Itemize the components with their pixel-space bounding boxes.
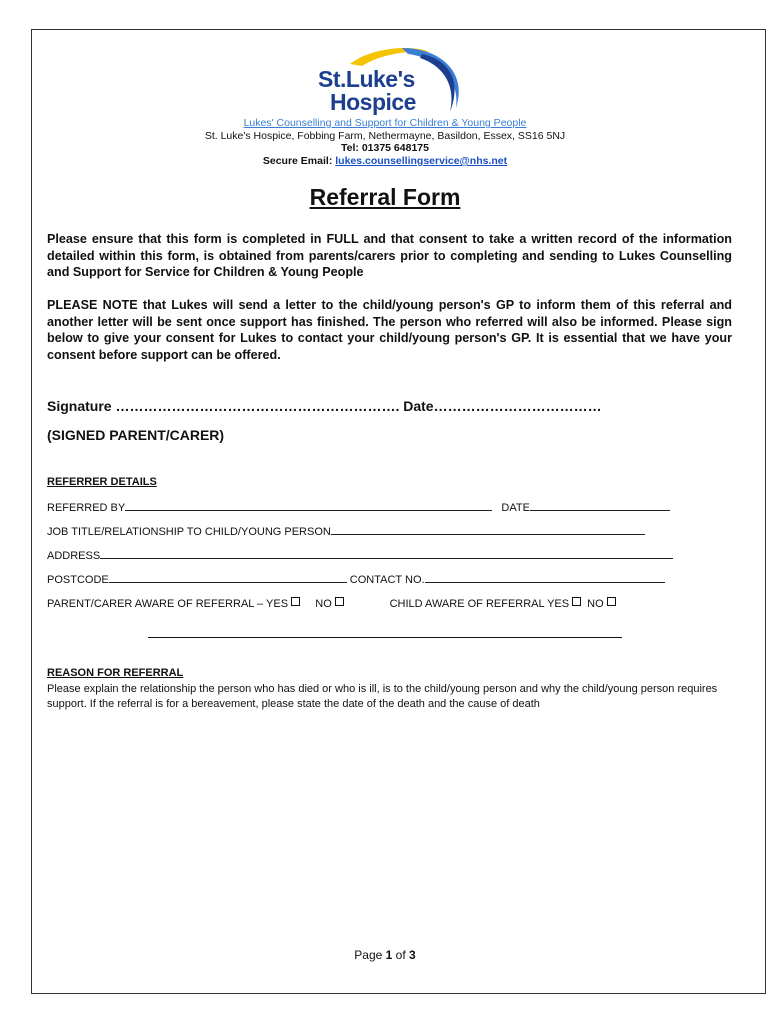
reason-heading: REASON FOR REFERRAL	[47, 667, 184, 679]
contact-field[interactable]	[425, 572, 665, 583]
referred-by-label: REFERRED BY	[47, 502, 126, 514]
date-field[interactable]	[530, 500, 670, 511]
job-title-field[interactable]	[331, 524, 645, 535]
child-aware-label: CHILD AWARE OF REFERRAL YES	[389, 598, 570, 610]
telephone: Tel: 01375 648175	[341, 142, 429, 154]
child-aware-no-checkbox[interactable]	[607, 597, 616, 606]
address-field[interactable]	[100, 548, 673, 559]
parent-aware-no-label: NO	[315, 598, 332, 610]
section-divider	[148, 637, 622, 638]
hospice-address: St. Luke's Hospice, Fobbing Farm, Nethermayne, Basildon, Essex, SS16 5NJ	[204, 130, 566, 142]
referred-by-field[interactable]	[125, 500, 492, 511]
page-prefix: Page	[354, 948, 386, 962]
child-aware-yes-checkbox[interactable]	[572, 597, 581, 606]
logo-name-line1: St.Luke's	[318, 66, 415, 92]
form-title: Referral Form	[309, 184, 461, 210]
postcode-field[interactable]	[109, 572, 347, 583]
address-label: ADDRESS	[47, 550, 101, 562]
reason-instructions: Please explain the relationship the person who has died or who is ill, is to the child/young person and why the child/young person requires support. If the referral is for a bereavement, please state the date of the death and the cause of death	[47, 683, 718, 710]
gp-notice-paragraph: PLEASE NOTE that Lukes will send a letter to the child/young person's GP to inform them of this referral and another letter will be sent once support has finished. The person who referred will also be informed. Please sign below to give your consent for Lukes to contact your child/young person's GP. It is essential that we have your consent before support can be offered.	[47, 298, 732, 362]
page-current: 1	[385, 948, 393, 962]
page-number	[0, 948, 770, 962]
job-title-row	[47, 524, 645, 538]
email-label: Secure Email:	[262, 155, 336, 167]
referrer-details-heading: REFERRER DETAILS	[47, 476, 157, 488]
awareness-row	[47, 597, 619, 610]
parent-aware-yes-checkbox[interactable]	[291, 597, 300, 606]
email-link[interactable]: lukes.counsellingservice@nhs.net	[335, 155, 508, 167]
secure-email	[0, 155, 770, 167]
date-label: DATE	[501, 502, 530, 514]
parent-aware-no-checkbox[interactable]	[335, 597, 344, 606]
page-total: 3	[409, 948, 416, 962]
referred-by-row	[47, 500, 670, 514]
postcode-row	[47, 572, 665, 586]
signature-date-line[interactable]: Signature ……………………………………………………. Date………………………………	[47, 398, 602, 414]
page-of: of	[392, 948, 410, 962]
contact-label: CONTACT NO.	[349, 574, 425, 586]
tagline-link[interactable]: Lukes' Counselling and Support for Children & Young People	[243, 117, 527, 129]
child-aware-no-label: NO	[587, 598, 604, 610]
consent-paragraph: Please ensure that this form is completed in FULL and that consent to take a written record of the information detailed within this form, is obtained from parents/carers prior to completing and sending to Lukes Counselling and Support for Service for Children & Young People	[47, 232, 732, 280]
job-title-label: JOB TITLE/RELATIONSHIP TO CHILD/YOUNG PERSON	[47, 526, 331, 538]
postcode-label: POSTCODE	[47, 574, 109, 586]
parent-aware-label: PARENT/CARER AWARE OF REFERRAL – YES	[47, 598, 289, 610]
address-row	[47, 548, 673, 562]
logo-name-line2: Hospice	[330, 89, 416, 115]
signed-parent-carer: (SIGNED PARENT/CARER)	[47, 427, 225, 443]
